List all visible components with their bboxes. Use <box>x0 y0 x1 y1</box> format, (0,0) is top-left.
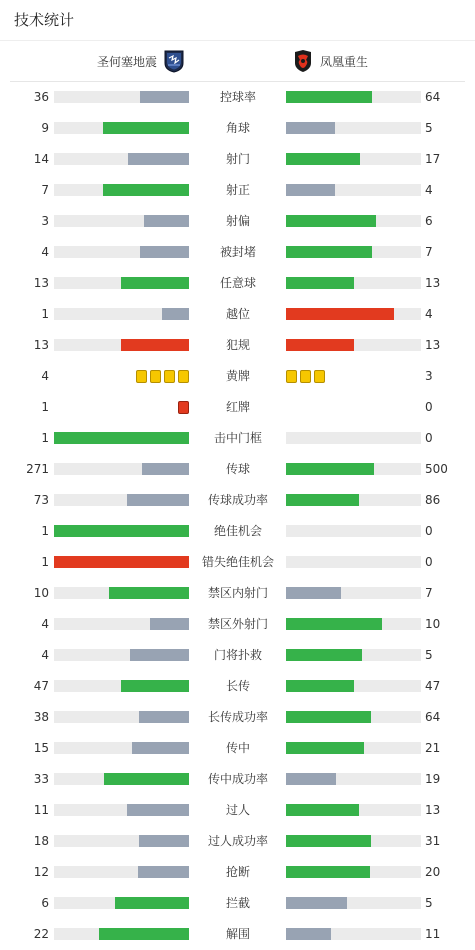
away-stat-bar-fill <box>286 680 354 692</box>
home-stat-bar <box>54 184 189 196</box>
yellow-card-icon <box>286 370 297 383</box>
away-stat-bar-fill <box>286 184 335 196</box>
away-stat-bar <box>286 711 421 723</box>
home-stat-value: 14 <box>33 152 49 166</box>
away-stat-bar-fill <box>286 215 376 227</box>
away-stat-bar <box>286 835 421 847</box>
away-stat-value: 13 <box>425 803 441 817</box>
yellow-card-icon <box>300 370 311 383</box>
away-team[interactable] <box>292 41 368 81</box>
stat-row <box>0 702 475 733</box>
home-stat-bar-fill <box>103 184 189 196</box>
home-stat-bar-fill <box>127 804 189 816</box>
home-stat-bar-fill <box>128 153 189 165</box>
home-stat-value: 271 <box>26 462 49 476</box>
home-stat-bar-fill <box>121 680 189 692</box>
stat-row <box>0 578 475 609</box>
stat-row <box>0 299 475 330</box>
stat-label: 任意球 <box>219 276 256 290</box>
stat-label: 红牌 <box>225 400 250 414</box>
stat-row <box>0 82 475 113</box>
away-stat-bar-fill <box>286 122 335 134</box>
home-stat-value: 1 <box>41 307 49 321</box>
home-stat-bar-fill <box>138 866 189 878</box>
home-stat-value: 4 <box>41 369 49 383</box>
stat-row <box>0 485 475 516</box>
away-stat-bar <box>286 556 421 568</box>
home-stat-bar-fill <box>99 928 189 940</box>
stat-row <box>0 764 475 795</box>
stat-row <box>0 206 475 237</box>
stat-label: 抢断 <box>225 865 250 879</box>
home-stat-bar-fill <box>142 463 189 475</box>
san-jose-earthquakes-logo-icon <box>163 49 185 73</box>
away-stat-value: 17 <box>425 152 441 166</box>
away-stat-bar <box>286 153 421 165</box>
stat-label: 长传 <box>225 679 250 693</box>
home-stat-bar <box>54 91 189 103</box>
stat-row <box>0 919 475 950</box>
away-stat-value: 4 <box>425 183 433 197</box>
away-stat-value: 5 <box>425 121 433 135</box>
home-stat-value: 3 <box>41 214 49 228</box>
away-stat-bar-fill <box>286 742 364 754</box>
away-stat-bar-fill <box>286 773 336 785</box>
away-stat-bar <box>286 339 421 351</box>
away-stat-value: 10 <box>425 617 441 631</box>
home-stat-bar <box>54 432 189 444</box>
home-stat-value: 10 <box>33 586 49 600</box>
stat-row <box>0 144 475 175</box>
stats-list <box>0 82 475 950</box>
home-stat-bar <box>54 215 189 227</box>
home-stat-bar <box>54 463 189 475</box>
home-stat-bar-fill <box>121 277 189 289</box>
stat-label: 禁区外射门 <box>207 617 268 631</box>
stat-row <box>0 454 475 485</box>
home-stat-bar <box>54 649 189 661</box>
home-stat-bar <box>54 835 189 847</box>
stat-row <box>0 361 475 392</box>
away-stat-bar-fill <box>286 277 354 289</box>
away-stat-bar-fill <box>286 308 394 320</box>
home-stat-value: 1 <box>41 431 49 445</box>
away-stat-value: 64 <box>425 710 441 724</box>
away-stat-bar-fill <box>286 153 360 165</box>
away-team-name: 凤凰重生 <box>320 54 369 69</box>
away-stat-value: 4 <box>425 307 433 321</box>
home-stat-value: 38 <box>33 710 49 724</box>
home-stat-bar <box>54 122 189 134</box>
home-stat-bar-fill <box>54 525 189 537</box>
away-stat-value: 6 <box>425 214 433 228</box>
stat-label: 传球 <box>225 462 250 476</box>
away-stat-value: 7 <box>425 586 433 600</box>
away-stat-bar <box>286 122 421 134</box>
stat-row <box>0 268 475 299</box>
home-stat-bar <box>54 804 189 816</box>
stat-label: 错失绝佳机会 <box>201 555 274 569</box>
away-stat-value: 11 <box>425 927 441 941</box>
home-stat-bar-fill <box>140 246 189 258</box>
home-stat-value: 13 <box>33 338 49 352</box>
home-stat-bar-fill <box>150 618 189 630</box>
away-stat-bar-fill <box>286 928 331 940</box>
away-stat-value: 47 <box>425 679 441 693</box>
home-stat-value: 11 <box>33 803 49 817</box>
away-stat-value: 5 <box>425 648 433 662</box>
home-stat-bar-fill <box>139 711 189 723</box>
home-stat-bar <box>54 556 189 568</box>
home-stat-value: 13 <box>33 276 49 290</box>
away-stat-bar <box>286 184 421 196</box>
stat-label: 绝佳机会 <box>213 524 262 538</box>
home-stat-bar <box>54 711 189 723</box>
stat-label: 越位 <box>225 307 250 321</box>
home-stat-value: 73 <box>33 493 49 507</box>
away-stat-bar <box>286 308 421 320</box>
away-stat-bar-fill <box>286 835 371 847</box>
home-stat-bar <box>54 773 189 785</box>
home-stat-bar-fill <box>103 122 189 134</box>
home-team[interactable] <box>97 41 185 81</box>
away-stat-value: 3 <box>425 369 433 383</box>
home-stat-bar-fill <box>162 308 189 320</box>
home-stat-value: 6 <box>41 896 49 910</box>
home-stat-value: 12 <box>33 865 49 879</box>
home-stat-value: 47 <box>33 679 49 693</box>
stat-label: 角球 <box>225 121 250 135</box>
stat-label: 被封堵 <box>219 245 256 259</box>
page-title: 技术统计 <box>0 0 475 41</box>
home-stat-bar <box>54 308 189 320</box>
away-stat-bar <box>286 649 421 661</box>
home-team-name: 圣何塞地震 <box>96 54 157 69</box>
away-stat-bar <box>286 215 421 227</box>
home-stat-bar <box>54 928 189 940</box>
away-stat-value: 64 <box>425 90 441 104</box>
home-stat-bar <box>54 494 189 506</box>
away-stat-bar-fill <box>286 494 359 506</box>
away-stat-value: 0 <box>425 400 433 414</box>
stat-row <box>0 888 475 919</box>
home-stat-value: 33 <box>33 772 49 786</box>
away-stat-bar-fill <box>286 866 370 878</box>
home-stat-bar-fill <box>132 742 189 754</box>
stat-row <box>0 795 475 826</box>
teams-header <box>10 41 465 82</box>
away-cards <box>286 370 325 383</box>
away-stat-value: 19 <box>425 772 441 786</box>
home-stat-bar <box>54 897 189 909</box>
away-stat-value: 31 <box>425 834 441 848</box>
stat-row <box>0 237 475 268</box>
stat-label: 门将扑救 <box>213 648 262 662</box>
home-stat-bar <box>54 153 189 165</box>
yellow-card-icon <box>314 370 325 383</box>
away-stat-value: 0 <box>425 555 433 569</box>
away-stat-bar <box>286 277 421 289</box>
away-stat-bar <box>286 525 421 537</box>
stat-row <box>0 516 475 547</box>
away-stat-value: 500 <box>425 462 448 476</box>
away-stat-bar-fill <box>286 339 354 351</box>
home-stat-bar-fill <box>139 835 189 847</box>
away-stat-bar-fill <box>286 91 372 103</box>
home-stat-bar <box>54 587 189 599</box>
stat-label: 射偏 <box>225 214 250 228</box>
away-stat-value: 13 <box>425 276 441 290</box>
away-stat-bar <box>286 618 421 630</box>
home-stat-value: 7 <box>41 183 49 197</box>
away-stat-bar <box>286 897 421 909</box>
stat-label: 过人成功率 <box>207 834 268 848</box>
stat-label: 射门 <box>225 152 250 166</box>
home-stat-value: 15 <box>33 741 49 755</box>
home-stat-bar <box>54 618 189 630</box>
away-stat-bar <box>286 866 421 878</box>
home-stat-bar-fill <box>104 773 189 785</box>
away-stat-bar-fill <box>286 711 371 723</box>
stat-row <box>0 423 475 454</box>
away-stat-bar-fill <box>286 587 341 599</box>
home-stat-value: 18 <box>33 834 49 848</box>
home-stat-value: 9 <box>41 121 49 135</box>
yellow-card-icon <box>178 370 189 383</box>
stat-label: 控球率 <box>219 90 256 104</box>
stat-label: 传中 <box>225 741 250 755</box>
stat-label: 传球成功率 <box>207 493 268 507</box>
away-stat-value: 0 <box>425 524 433 538</box>
home-stat-bar <box>54 742 189 754</box>
home-stat-value: 4 <box>41 245 49 259</box>
away-stat-bar-fill <box>286 649 362 661</box>
home-stat-bar-fill <box>140 91 189 103</box>
home-stat-bar <box>54 866 189 878</box>
away-stat-bar <box>286 680 421 692</box>
home-stat-value: 1 <box>41 400 49 414</box>
stat-label: 过人 <box>225 803 250 817</box>
stat-label: 射正 <box>225 183 250 197</box>
stat-row <box>0 392 475 423</box>
stat-label: 拦截 <box>225 896 250 910</box>
home-stat-bar <box>54 246 189 258</box>
away-stat-bar <box>286 773 421 785</box>
stat-label: 解围 <box>225 927 250 941</box>
away-stat-value: 7 <box>425 245 433 259</box>
stat-label: 传中成功率 <box>207 772 268 786</box>
stat-label: 禁区内射门 <box>207 586 268 600</box>
home-stat-bar-fill <box>54 556 189 568</box>
away-stat-value: 21 <box>425 741 441 755</box>
stat-row <box>0 175 475 206</box>
away-stat-bar <box>286 246 421 258</box>
home-stat-value: 4 <box>41 648 49 662</box>
stat-label: 长传成功率 <box>207 710 268 724</box>
home-cards <box>136 370 189 383</box>
away-stat-bar-fill <box>286 804 359 816</box>
red-card-icon <box>178 401 189 414</box>
stat-row <box>0 547 475 578</box>
home-stat-bar <box>54 339 189 351</box>
home-stat-bar-fill <box>130 649 189 661</box>
stat-row <box>0 671 475 702</box>
stat-row <box>0 113 475 144</box>
away-stat-bar-fill <box>286 246 372 258</box>
yellow-card-icon <box>164 370 175 383</box>
home-cards <box>178 401 189 414</box>
yellow-card-icon <box>136 370 147 383</box>
away-stat-bar <box>286 587 421 599</box>
stat-label: 击中门框 <box>213 431 262 445</box>
away-stat-value: 0 <box>425 431 433 445</box>
away-stat-bar-fill <box>286 897 347 909</box>
stat-row <box>0 733 475 764</box>
away-stat-value: 86 <box>425 493 441 507</box>
away-stat-value: 5 <box>425 896 433 910</box>
home-stat-bar-fill <box>121 339 189 351</box>
home-stat-bar-fill <box>127 494 189 506</box>
home-stat-value: 1 <box>41 555 49 569</box>
away-stat-bar <box>286 804 421 816</box>
stat-row <box>0 609 475 640</box>
home-stat-bar-fill <box>109 587 189 599</box>
stat-label: 犯规 <box>225 338 250 352</box>
away-stat-bar <box>286 91 421 103</box>
stat-label: 黄牌 <box>225 369 250 383</box>
home-stat-bar-fill <box>115 897 189 909</box>
yellow-card-icon <box>150 370 161 383</box>
home-stat-value: 22 <box>33 927 49 941</box>
home-stat-bar <box>54 680 189 692</box>
home-stat-value: 1 <box>41 524 49 538</box>
home-stat-bar <box>54 525 189 537</box>
phoenix-rising-logo-icon <box>292 49 314 73</box>
away-stat-bar <box>286 432 421 444</box>
away-stat-value: 20 <box>425 865 441 879</box>
away-stat-bar <box>286 928 421 940</box>
stat-row <box>0 330 475 361</box>
away-stat-bar <box>286 494 421 506</box>
stat-row <box>0 826 475 857</box>
away-stat-bar <box>286 463 421 475</box>
away-stat-value: 13 <box>425 338 441 352</box>
away-stat-bar <box>286 742 421 754</box>
home-stat-value: 36 <box>33 90 49 104</box>
stat-row <box>0 640 475 671</box>
away-stat-bar-fill <box>286 618 382 630</box>
home-stat-value: 4 <box>41 617 49 631</box>
stat-row <box>0 857 475 888</box>
home-stat-bar-fill <box>144 215 189 227</box>
home-stat-bar <box>54 277 189 289</box>
home-stat-bar-fill <box>54 432 189 444</box>
away-stat-bar-fill <box>286 463 374 475</box>
